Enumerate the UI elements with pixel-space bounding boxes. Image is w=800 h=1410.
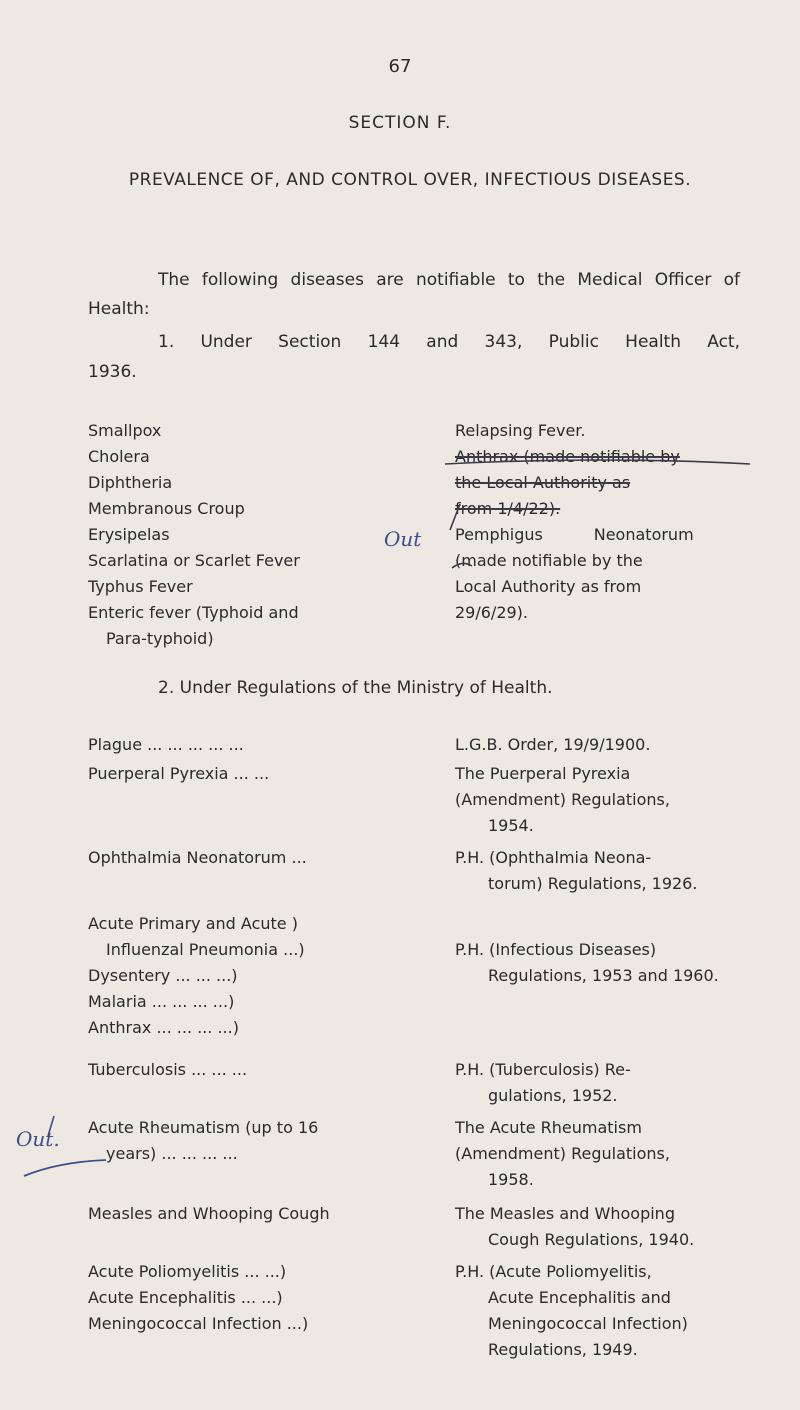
regulation-disease: Acute Encephalitis ... ...) — [88, 1288, 283, 1307]
regulation-disease: Tuberculosis ... ... ... — [88, 1060, 248, 1079]
handwritten-strike-mark — [420, 440, 760, 590]
struck-disease-item: from 1/4/22). — [455, 499, 561, 518]
regulation-text: L.G.B. Order, 19/9/1900. — [455, 735, 651, 754]
disease-item: 29/6/29). — [455, 603, 529, 622]
regulation-text: (Amendment) Regulations, — [455, 1144, 670, 1163]
regulation-disease: Measles and Whooping Cough — [88, 1204, 330, 1223]
regulation-text: (Amendment) Regulations, — [455, 790, 670, 809]
regulation-text: torum) Regulations, 1926. — [488, 874, 698, 893]
regulation-disease: Acute Rheumatism (up to 16 — [88, 1118, 319, 1137]
regulation-disease: Ophthalmia Neonatorum ... — [88, 848, 307, 867]
disease-item: Cholera — [88, 447, 150, 466]
regulation-text: The Measles and Whooping — [455, 1204, 675, 1223]
part1-heading-year: 1936. — [88, 362, 137, 382]
regulation-text: Acute Encephalitis and — [488, 1288, 671, 1307]
regulation-text: P.H. (Infectious Diseases) — [455, 940, 657, 959]
document-title: PREVALENCE OF, AND CONTROL OVER, INFECTIOUS DISEASES. — [128, 170, 692, 190]
regulation-text: The Puerperal Pyrexia — [455, 764, 631, 783]
regulation-text: gulations, 1952. — [488, 1086, 618, 1105]
disease-item: Relapsing Fever. — [455, 421, 586, 440]
regulation-disease: Puerperal Pyrexia ... ... — [88, 764, 270, 783]
regulation-disease: Dysentery ... ... ...) — [88, 966, 238, 985]
regulation-disease: Acute Poliomyelitis ... ...) — [88, 1262, 287, 1281]
regulation-text: Regulations, 1949. — [488, 1340, 638, 1359]
regulation-text: P.H. (Tuberculosis) Re- — [455, 1060, 631, 1079]
disease-item: Typhus Fever — [88, 577, 193, 596]
disease-item: Enteric fever (Typhoid and — [88, 603, 299, 622]
regulation-disease: Acute Primary and Acute ) — [88, 914, 298, 933]
disease-item: Pemphigus Neonatorum — [455, 525, 694, 544]
regulation-disease: Malaria ... ... ... ...) — [88, 992, 235, 1011]
disease-item: (made notifiable by the — [455, 551, 643, 570]
section-heading: SECTION F. — [348, 113, 452, 133]
regulation-disease: Influenzal Pneumonia ...) — [106, 940, 305, 959]
regulation-text: Meningococcal Infection) — [488, 1314, 688, 1333]
disease-item: Scarlatina or Scarlet Fever — [88, 551, 300, 570]
handwritten-annotation-out: Out — [384, 527, 422, 551]
regulation-disease: Plague ... ... ... ... ... — [88, 735, 244, 754]
regulation-text: 1958. — [488, 1170, 534, 1189]
regulation-disease: years) ... ... ... ... — [106, 1144, 238, 1163]
regulation-text: 1954. — [488, 816, 534, 835]
intro-paragraph: The following diseases are notifiable to the Medical Officer of Health: — [88, 270, 740, 319]
disease-item: Erysipelas — [88, 525, 170, 544]
regulation-text: P.H. (Acute Poliomyelitis, — [455, 1262, 652, 1281]
struck-disease-item: Anthrax (made notifiable by — [455, 447, 680, 466]
regulation-text: P.H. (Ophthalmia Neona- — [455, 848, 652, 867]
page-number: 67 — [388, 56, 412, 77]
disease-item: Diphtheria — [88, 473, 173, 492]
handwritten-pen-stroke — [18, 1110, 118, 1190]
regulation-text: The Acute Rheumatism — [455, 1118, 642, 1137]
disease-item: Membranous Croup — [88, 499, 245, 518]
disease-item: Smallpox — [88, 421, 162, 440]
part2-heading: 2. Under Regulations of the Ministry of Health. — [158, 678, 553, 698]
regulation-text: Regulations, 1953 and 1960. — [488, 966, 719, 985]
regulation-text: Cough Regulations, 1940. — [488, 1230, 695, 1249]
handwritten-annotation-out: Out. — [16, 1127, 60, 1151]
struck-disease-item: the Local Authority as — [455, 473, 631, 492]
disease-item: Para-typhoid) — [106, 629, 214, 648]
part1-heading: 1. Under Section 144 and 343, Public Health Act, — [158, 332, 740, 352]
regulation-disease: Meningococcal Infection ...) — [88, 1314, 309, 1333]
regulation-disease: Anthrax ... ... ... ...) — [88, 1018, 239, 1037]
disease-item: Local Authority as from — [455, 577, 642, 596]
